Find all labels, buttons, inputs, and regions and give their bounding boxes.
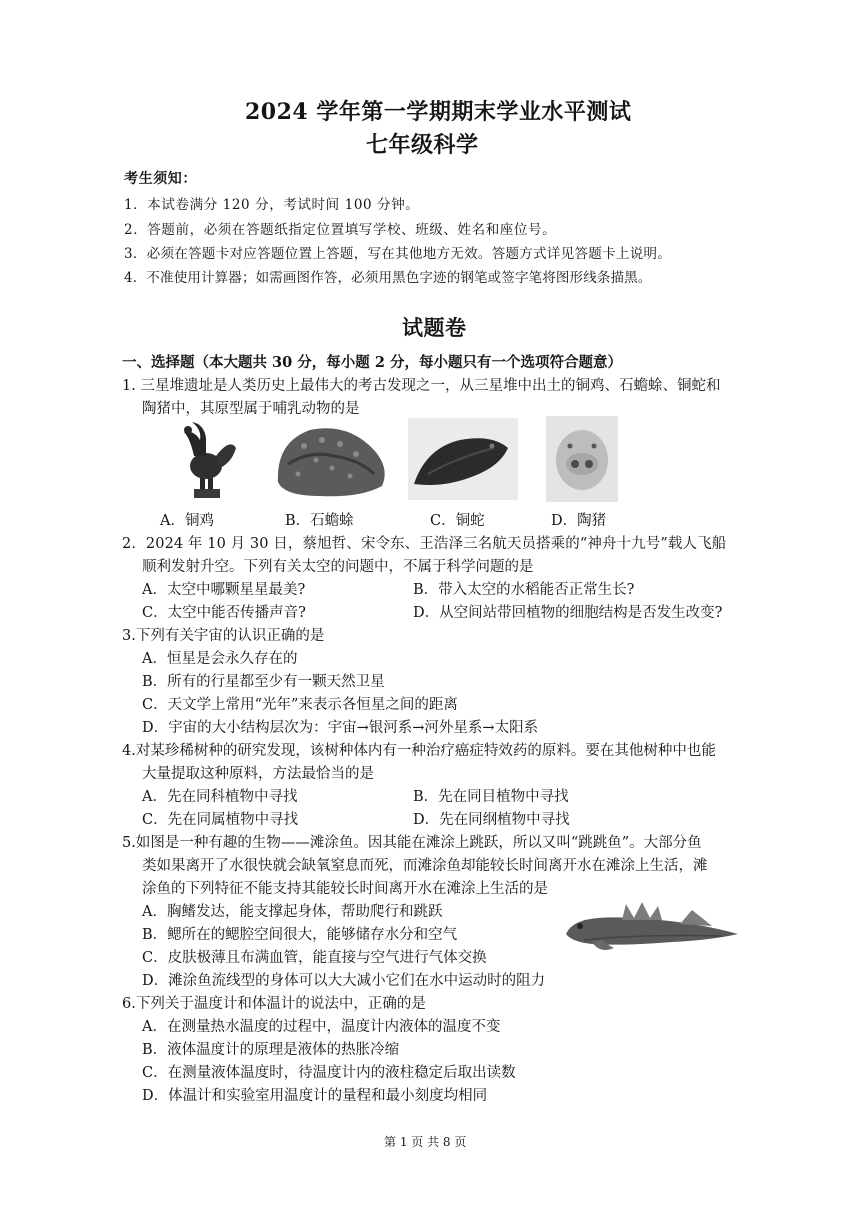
question-1-stem: 1. 三星堆遗址是人类历史上最伟大的考古发现之一，从三星堆中出土的铜鸡、石蟾蜍、铜蛇和 — [122, 378, 721, 394]
exam-subtitle: 七年级科学 — [366, 132, 479, 158]
mudskipper-icon — [562, 900, 742, 956]
question-2-stem: 2．2024 年 10 月 30 日，蔡旭哲、宋令东、王浩泽三名航天员搭乘的“神舟十九号”载人飞船 — [122, 536, 727, 552]
question-5-stem-cont: 类如果离开了水很快就会缺氧窒息而死，而滩涂鱼却能较长时间离开水在滩涂上生活，滩 — [142, 858, 708, 874]
notice-heading: 考生须知： — [124, 171, 197, 187]
option-d: D．从空间站带回植物的细胞结构是否发生改变? — [413, 605, 723, 621]
option-d: D．陶猪 — [551, 513, 607, 529]
stone-toad-icon — [270, 420, 392, 500]
option-b: B．带入太空的水稻能否正常生长? — [413, 582, 635, 598]
pottery-pig-icon — [546, 416, 618, 502]
part-heading: 一、选择题（本大题共 30 分，每小题 2 分，每小题只有一个选项符合题意） — [122, 354, 622, 371]
question-2-stem-cont: 顺利发射升空。下列有关太空的问题中，不属于科学问题的是 — [142, 559, 534, 575]
option-b: B．先在同目植物中寻找 — [413, 789, 569, 805]
option-c: C．皮肤极薄且布满血管，能直接与空气进行气体交换 — [142, 950, 487, 966]
option-b: B．液体温度计的原理是液体的热胀冷缩 — [142, 1042, 400, 1058]
notice-item: 4．不准使用计算器；如需画图作答，必须用黑色字迹的钢笔或签字笔将图形线条描黑。 — [124, 270, 652, 286]
option-b: B．鳃所在的鳃腔空间很大，能够储存水分和空气 — [142, 927, 458, 943]
bronze-snake-icon — [408, 418, 518, 500]
notice-item: 2．答题前，必须在答题纸指定位置填写学校、班级、姓名和座位号。 — [124, 222, 557, 238]
option-d: D．宇宙的大小结构层次为：宇宙→银河系→河外星系→太阳系 — [142, 720, 539, 736]
option-c: C．太空中能否传播声音? — [142, 605, 306, 621]
option-a: A．太空中哪颗星星最美? — [142, 582, 306, 598]
question-5-stem: 5.如图是一种有趣的生物——滩涂鱼。因其能在滩涂上跳跃，所以又叫“跳跳鱼”。大部分鱼 — [122, 835, 702, 851]
option-d: D．滩涂鱼流线型的身体可以大大减小它们在水中运动时的阻力 — [142, 973, 546, 989]
section-title: 试题卷 — [402, 315, 467, 340]
bronze-rooster-icon — [170, 416, 242, 500]
option-c: C．在测量液体温度时，待温度计内的液柱稳定后取出读数 — [142, 1065, 516, 1081]
option-a: A．恒星是会永久存在的 — [142, 651, 298, 667]
option-d: D．体温计和实验室用温度计的量程和最小刻度均相同 — [142, 1088, 488, 1104]
question-5-stem-cont: 涂鱼的下列特征不能支持其能较长时间离开水在滩涂上生活的是 — [142, 881, 548, 897]
question-4-stem: 4.对某珍稀树种的研究发现，该树种体内有一种治疗癌症特效药的原料。要在其他树种中也能 — [122, 743, 716, 759]
question-6-stem: 6.下列关于温度计和体温计的说法中，正确的是 — [122, 996, 426, 1012]
question-4-stem-cont: 大量提取这种原料，方法最恰当的是 — [142, 766, 374, 782]
option-b: B．所有的行星都至少有一颗天然卫星 — [142, 674, 385, 690]
question-3-stem: 3.下列有关宇宙的认识正确的是 — [122, 628, 325, 644]
option-a: A．在测量热水温度的过程中，温度计内液体的温度不变 — [142, 1019, 501, 1035]
page-number: 第 1 页 共 8 页 — [384, 1135, 467, 1149]
option-a: A．先在同科植物中寻找 — [142, 789, 298, 805]
question-1-stem-cont: 陶猪中，其原型属于哺乳动物的是 — [142, 401, 360, 417]
option-c: C．天文学上常用“光年”来表示各恒星之间的距离 — [142, 697, 458, 713]
option-c: C．先在同属植物中寻找 — [142, 812, 299, 828]
option-d: D．先在同纲植物中寻找 — [413, 812, 570, 828]
notice-item: 3．必须在答题卡对应答题位置上答题，写在其他地方无效。答题方式详见答题卡上说明。 — [124, 246, 672, 262]
option-a: A．铜鸡 — [160, 513, 214, 529]
exam-title: 2024 学年第一学期期末学业水平测试 — [245, 99, 632, 125]
notice-item: 1．本试卷满分 120 分，考试时间 100 分钟。 — [124, 197, 420, 213]
option-a: A．胸鳍发达，能支撑起身体，帮助爬行和跳跃 — [142, 904, 443, 920]
option-c: C．铜蛇 — [430, 513, 485, 529]
option-b: B．石蟾蜍 — [285, 513, 354, 529]
